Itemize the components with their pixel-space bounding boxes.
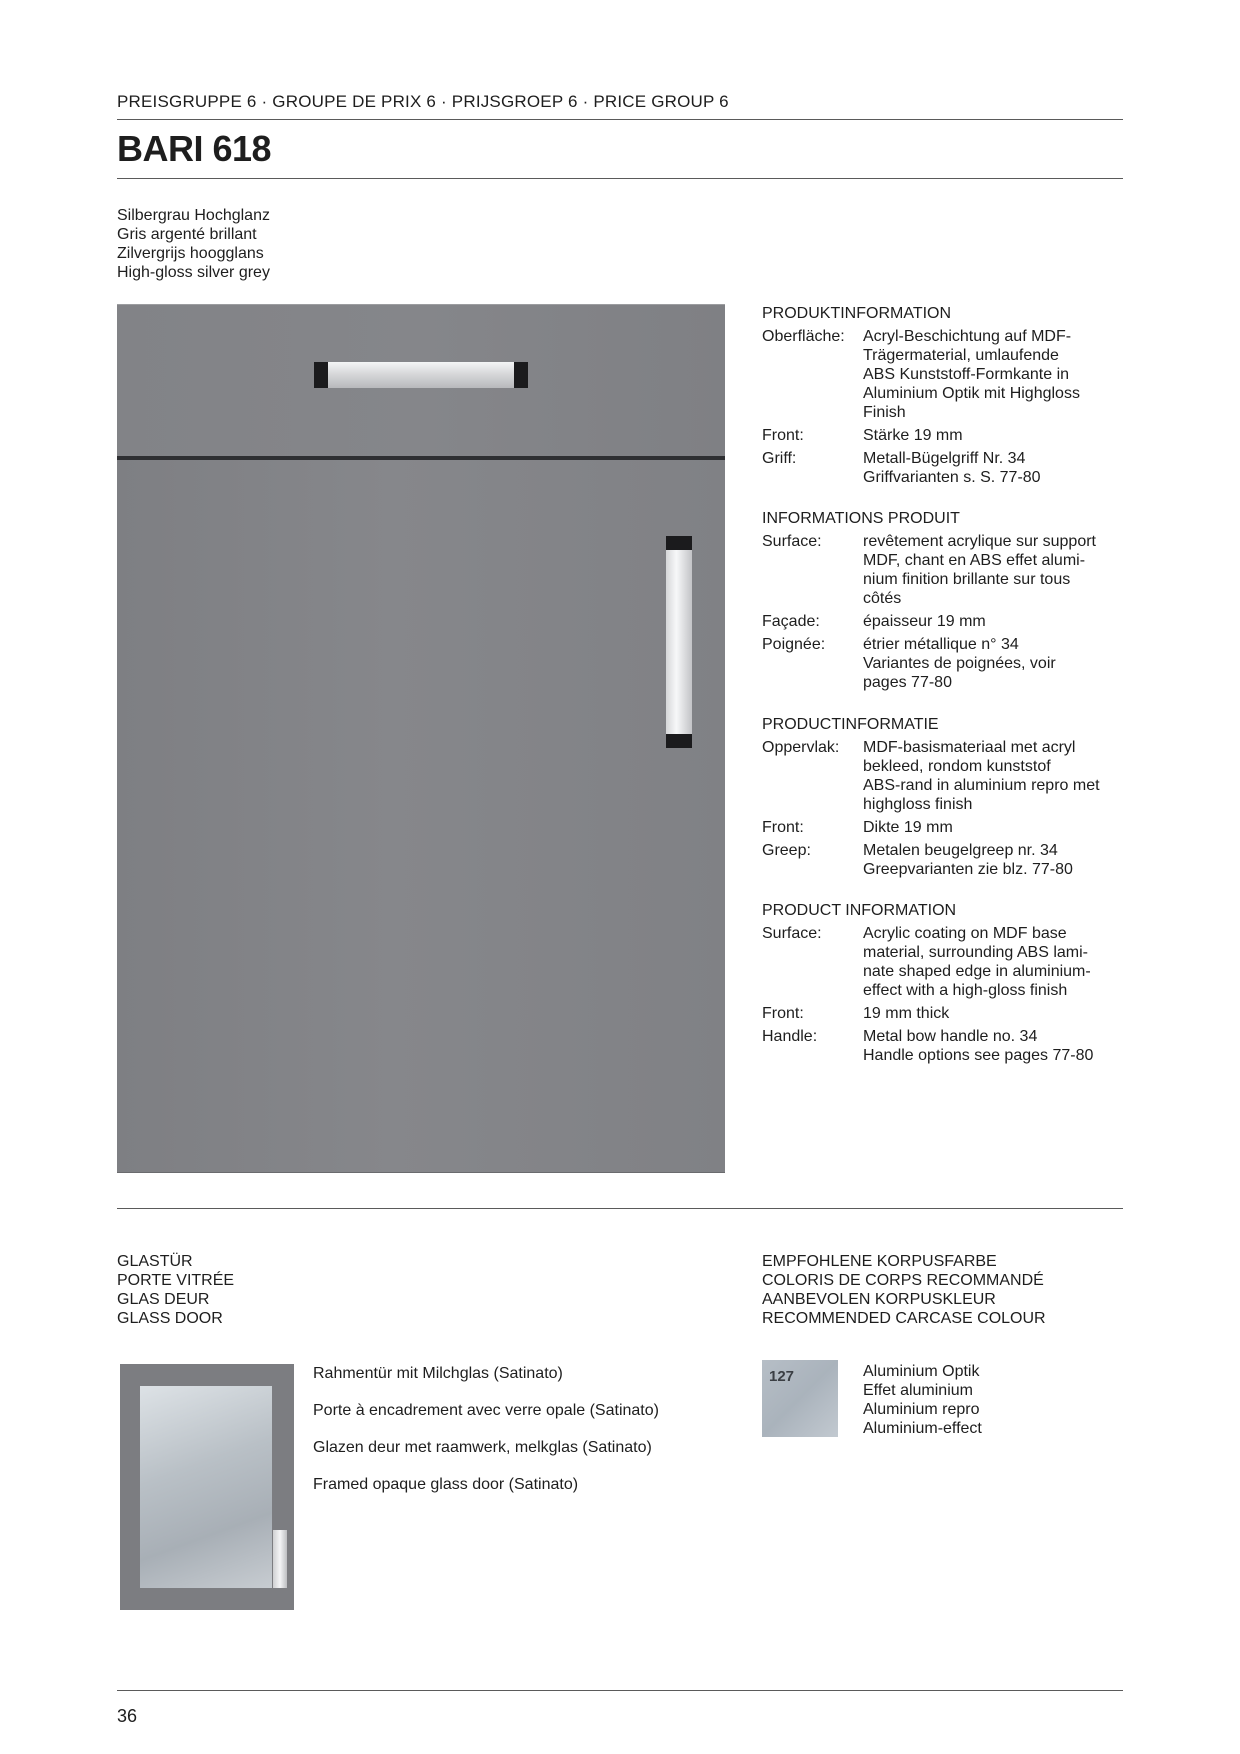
info-value-line: nium finition brillante sur tous	[863, 571, 1071, 588]
info-value-line: Metalen beugelgreep nr. 34	[863, 842, 1058, 859]
info-label: Griff:	[762, 450, 797, 467]
info-value-line: bekleed, rondom kunststof	[863, 758, 1051, 775]
info-value-line: revêtement acrylique sur support	[863, 533, 1096, 550]
info-value-line: MDF-basismateriaal met acryl	[863, 739, 1076, 756]
info-label: Front:	[762, 1005, 804, 1022]
info-row-surface-nl	[762, 738, 1123, 814]
footer-rule	[117, 1690, 1123, 1691]
carcase-colour-name: Effet aluminium	[863, 1382, 973, 1399]
product-information-nl	[762, 715, 1123, 883]
drawer-handle-cap-right	[514, 362, 528, 388]
info-label: Front:	[762, 819, 804, 836]
info-label: Oberfläche:	[762, 328, 845, 345]
info-row-front-nl	[762, 818, 1123, 837]
door-handle-cap-top	[666, 536, 692, 550]
info-value-line: nate shaped edge in aluminium-	[863, 963, 1091, 980]
info-label: Greep:	[762, 842, 811, 859]
info-value-line: Dikte 19 mm	[863, 819, 953, 836]
glass-door-heading-line: PORTE VITRÉE	[117, 1272, 235, 1289]
info-row-front-fr	[762, 612, 1123, 631]
info-label: Façade:	[762, 613, 820, 630]
glass-door-heading-line: GLASTÜR	[117, 1253, 193, 1270]
finish-name-en: High-gloss silver grey	[117, 264, 270, 281]
info-row-surface-en	[762, 924, 1123, 1000]
info-row-handle-en	[762, 1027, 1123, 1065]
product-title: BARI 618	[117, 128, 272, 169]
info-value-line: Acryl-Beschichtung auf MDF-	[863, 328, 1072, 345]
finish-name-nl: Zilvergrijs hoogglans	[117, 245, 264, 262]
info-value-line: Aluminium Optik mit Highgloss	[863, 385, 1080, 402]
info-row-front-en	[762, 1004, 1123, 1023]
carcase-heading-line: EMPFOHLENE KORPUSFARBE	[762, 1253, 997, 1270]
carcase-colour-name: Aluminium repro	[863, 1401, 980, 1418]
info-row-handle-nl	[762, 841, 1123, 879]
page-number: 36	[117, 1706, 138, 1726]
carcase-colour-heading	[762, 1252, 1046, 1328]
info-value-line: étrier métallique n° 34	[863, 636, 1019, 653]
info-value-line: 19 mm thick	[863, 1005, 950, 1022]
glass-door-heading	[117, 1252, 234, 1328]
info-row-surface-fr	[762, 532, 1123, 608]
product-information-fr	[762, 509, 1123, 696]
info-value-line: highgloss finish	[863, 796, 973, 813]
glass-door-descriptions	[313, 1364, 659, 1494]
glass-door-description-en: Framed opaque glass door (Satinato)	[313, 1476, 579, 1493]
door-handle	[666, 536, 692, 748]
info-row-surface-de	[762, 327, 1123, 422]
info-value-line: pages 77-80	[863, 674, 952, 691]
info-value	[863, 635, 1123, 692]
door-front-image	[117, 460, 725, 1173]
product-information-en	[762, 901, 1123, 1069]
info-value-line: Greepvarianten zie blz. 77-80	[863, 861, 1073, 878]
header-rule	[117, 119, 1123, 120]
drawer-handle	[318, 362, 528, 388]
info-value	[863, 449, 1123, 487]
info-label: Handle:	[762, 1028, 818, 1045]
info-value-line: Handle options see pages 77-80	[863, 1047, 1094, 1064]
info-value-line: Finish	[863, 404, 906, 421]
info-label: Poignée:	[762, 636, 826, 653]
glass-door-description-fr: Porte à encadrement avec verre opale (Satinato)	[313, 1402, 659, 1419]
finish-name-de: Silbergrau Hochglanz	[117, 207, 270, 224]
info-value	[863, 1004, 1123, 1023]
glass-door-pane	[140, 1386, 272, 1588]
title-rule	[117, 178, 1123, 179]
info-value-line: MDF, chant en ABS effet alumi-	[863, 552, 1086, 569]
carcase-heading-line: COLORIS DE CORPS RECOMMANDÉ	[762, 1272, 1044, 1289]
info-label: Surface:	[762, 533, 822, 550]
info-value-line: Trägermaterial, umlaufende	[863, 347, 1059, 364]
info-value	[863, 1027, 1123, 1065]
info-value	[863, 841, 1123, 879]
swatch-number: 127	[769, 1368, 795, 1385]
info-value	[863, 738, 1123, 814]
carcase-heading-line: RECOMMENDED CARCASE COLOUR	[762, 1310, 1046, 1327]
info-value-line: Metal bow handle no. 34	[863, 1028, 1038, 1045]
info-heading-nl: PRODUCTINFORMATIE	[762, 716, 939, 733]
carcase-colour-names	[863, 1362, 982, 1438]
product-information-de	[762, 304, 1123, 491]
carcase-colour-name: Aluminium-effect	[863, 1420, 982, 1437]
info-value-line: Variantes de poignées, voir	[863, 655, 1056, 672]
glass-door-description-de: Rahmentür mit Milchglas (Satinato)	[313, 1365, 563, 1382]
info-heading-fr: INFORMATIONS PRODUIT	[762, 510, 960, 527]
info-value-line: Griffvarianten s. S. 77-80	[863, 469, 1041, 486]
finish-name-fr: Gris argenté brillant	[117, 226, 257, 243]
carcase-heading-line: AANBEVOLEN KORPUSKLEUR	[762, 1291, 996, 1308]
glass-door-handle	[273, 1530, 287, 1588]
info-row-handle-de	[762, 449, 1123, 487]
finish-names	[117, 206, 270, 282]
info-row-handle-fr	[762, 635, 1123, 692]
drawer-handle-cap-left	[314, 362, 328, 388]
info-label: Front:	[762, 427, 804, 444]
door-handle-cap-bottom	[666, 734, 692, 748]
glass-door-heading-line: GLAS DEUR	[117, 1291, 210, 1308]
info-label: Oppervlak:	[762, 739, 840, 756]
info-heading-en: PRODUCT INFORMATION	[762, 902, 957, 919]
section-rule	[117, 1208, 1123, 1209]
info-value-line: effect with a high-gloss finish	[863, 982, 1068, 999]
info-value-line: material, surrounding ABS lami-	[863, 944, 1088, 961]
info-value	[863, 532, 1123, 608]
info-value	[863, 924, 1123, 1000]
info-value-line: épaisseur 19 mm	[863, 613, 986, 630]
info-value	[863, 426, 1123, 445]
info-value	[863, 818, 1123, 837]
info-value-line: Acrylic coating on MDF base	[863, 925, 1067, 942]
info-value-line: ABS Kunststoff-Formkante in	[863, 366, 1070, 383]
info-label: Surface:	[762, 925, 822, 942]
glass-door-heading-line: GLASS DOOR	[117, 1310, 223, 1327]
info-row-front-de	[762, 426, 1123, 445]
info-value	[863, 327, 1123, 422]
info-heading-de: PRODUKTINFORMATION	[762, 305, 952, 322]
info-value-line: Metall-Bügelgriff Nr. 34	[863, 450, 1026, 467]
price-group-header: PREISGRUPPE 6 · GROUPE DE PRIX 6 · PRIJSGROEP 6 · PRICE GROUP 6	[117, 92, 729, 111]
info-value-line: côtés	[863, 590, 902, 607]
carcase-colour-name: Aluminium Optik	[863, 1363, 980, 1380]
info-value-line: ABS-rand in aluminium repro met	[863, 777, 1100, 794]
glass-door-description-nl: Glazen deur met raamwerk, melkglas (Satinato)	[313, 1439, 652, 1456]
info-value	[863, 612, 1123, 631]
info-value-line: Stärke 19 mm	[863, 427, 963, 444]
